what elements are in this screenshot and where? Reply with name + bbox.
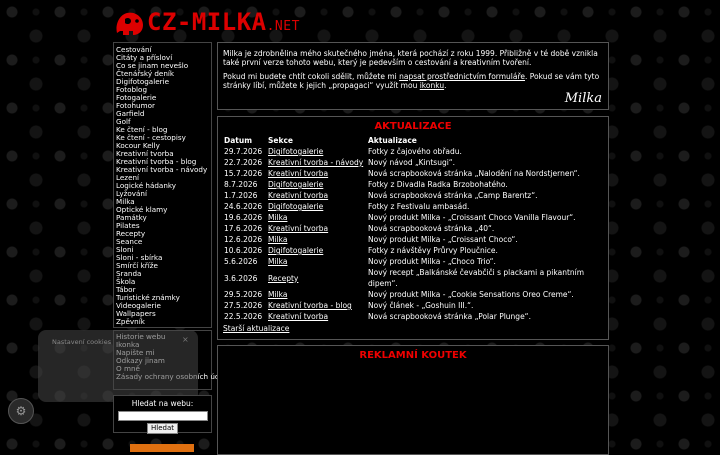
update-date: 22.5.2026 [224,312,263,321]
nav-main-link[interactable]: Čtenářský deník [116,69,175,78]
nav-main-link[interactable]: Digifotogalerie [116,77,169,86]
nav-main-link[interactable]: Lezení [116,173,140,182]
table-row [223,245,603,256]
site-logo[interactable] [113,8,313,40]
nav-main-link[interactable]: Recepty [116,229,146,238]
update-text: Nový návod „Kintsugi“. [368,158,456,167]
table-row [223,212,603,223]
nav-main-item[interactable] [116,318,209,326]
update-text: Nový produkt Milka - „Cookie Sensations Oreo Creme“. [368,290,574,299]
nav-main-link[interactable]: Kreativní tvorba - návody [116,165,208,174]
intro-text-b: . Pokud se vám tyto stránky líbí, můžete k jejich „propagaci“ využít mou [223,72,600,90]
update-section-link[interactable]: Kreativní tvorba [268,191,329,200]
update-section-cell [267,267,367,289]
update-section-link[interactable]: Milka [268,213,288,222]
update-section-cell [267,168,367,179]
nav-main-link[interactable]: Zpěvník [116,317,145,326]
update-section-cell [267,311,367,322]
nav-main-link[interactable]: Videogalerie [116,301,161,310]
update-text: Fotky z návštěvy Průrvy Ploučnice. [368,246,498,255]
intro-text-a: Pokud mi budete chtít cokoli sdělit, můžete mi [223,72,400,81]
update-date: 1.7.2026 [224,191,258,200]
update-section-cell [267,223,367,234]
table-row [223,146,603,157]
update-section-cell [267,212,367,223]
update-date: 29.5.2026 [224,290,263,299]
update-date: 27.5.2026 [224,301,263,310]
update-section-cell [267,157,367,168]
table-row [223,179,603,190]
update-section-link[interactable]: Kreativní tvorba [268,169,329,178]
update-section-cell [267,201,367,212]
update-text: Fotky z Divadla Radka Brzobohatého. [368,180,508,189]
update-section-link[interactable]: Digifotogalerie [268,180,324,189]
table-row [223,223,603,234]
updates-title: AKTUALIZACE [374,121,452,132]
update-date: 12.6.2026 [224,235,263,244]
update-text: Nový produkt Milka - „Croissant Choco“. [368,235,518,244]
nav-main-link[interactable]: Pilates [116,221,140,230]
table-row [223,190,603,201]
logo-suffix: .NET [266,19,300,34]
nav-main-link[interactable]: Citáty a přísloví [116,53,173,62]
update-section-link[interactable]: Digifotogalerie [268,246,324,255]
intro-paragraph-2 [223,72,603,90]
intro-paragraph-1: Milka je zdrobnělina mého skutečného jména, která pochází z roku 1999. Přibližně v té době vznikla také první verze tohoto webu, který je pedevším o cestování a kreativním tvoření. [223,49,598,67]
nav-main-link[interactable]: Ke čtení - blog [116,125,168,134]
update-text: Nová scrapbooková stránka „Polar Plunge“. [368,312,531,321]
update-section-link[interactable]: Milka [268,290,288,299]
update-section-link[interactable]: Milka [268,235,288,244]
search-box [113,395,212,433]
update-date: 17.6.2026 [224,224,263,233]
updates-box [217,116,609,340]
nav-main-link[interactable]: Fotogalerie [116,93,157,102]
cookie-consent-text: Nastavení cookies [52,338,112,346]
icon-link[interactable]: ikonku [419,81,445,90]
update-date: 8.7.2026 [224,180,258,189]
nav-main-link[interactable]: Kreativní tvorba - blog [116,157,197,166]
nav-main-link[interactable]: Fotoblog [116,85,148,94]
logo-text: CZ-MILKA.NET [147,8,300,36]
cookie-close-icon[interactable]: × [182,335,189,344]
main-nav-list [116,46,209,326]
update-section-link[interactable]: Kreativní tvorba [268,312,329,321]
cookie-settings-button[interactable] [8,398,34,424]
nav-main-link[interactable]: Sloni [116,245,134,254]
update-text: Nový recept „Balkánské čevabčiči s plackami a pikantním dipem“. [368,268,585,288]
nav-main-link[interactable]: Fotohumor [116,101,155,110]
update-text: Nová scrapbooková stránka „Camp Barentz“. [368,191,538,200]
nav-main-link[interactable]: Tábor [116,285,136,294]
update-text: Nový článek - „Goshuin III.“. [368,301,474,310]
updates-header-row [223,135,603,146]
nav-main-link[interactable]: Milka [116,197,135,206]
table-row [223,201,603,212]
update-section-cell [267,300,367,311]
nav-main-link[interactable]: Turistické známky [116,293,180,302]
update-text: Nový produkt Milka - „Choco Trio“. [368,257,496,266]
nav-main-link[interactable]: Sranda [116,269,142,278]
update-section-cell [267,245,367,256]
update-section-link[interactable]: Kreativní tvorba - blog [268,301,352,310]
search-button[interactable]: Hledat [147,423,178,434]
nav-main-link[interactable]: Golf [116,117,131,126]
gear-icon: ⚙ [15,404,27,418]
update-date: 15.7.2026 [224,169,263,178]
update-text: Nová scrapbooková stránka „Nalodění na Nordstjernen“. [368,169,580,178]
nav-main-link[interactable]: Cestování [116,45,152,54]
nav-main-link[interactable]: Kocour Kelly [116,141,160,150]
update-date: 29.7.2026 [224,147,263,156]
cow-logo-icon [113,9,145,39]
table-row [223,300,603,311]
nav-main-link[interactable]: Sloni - sbírka [116,253,163,262]
nav-main-link[interactable]: Garfield [116,109,145,118]
ads-title: REKLAMNÍ KOUTEK [359,350,467,361]
main-navigation [113,42,212,328]
header-date: Datum [224,136,253,145]
table-row [223,289,603,300]
signature: Milka [564,91,602,106]
update-date: 24.6.2026 [224,202,263,211]
nav-main-link[interactable]: Wallpapers [116,309,156,318]
nav-main-link[interactable]: Smírčí kříže [116,261,158,270]
update-text: Nová scrapbooková stránka „40“. [368,224,495,233]
header-section: Sekce [268,136,294,145]
table-row [223,311,603,322]
update-text: Fotky z Festivalu ambasád. [368,202,470,211]
table-row [223,168,603,179]
update-section-link[interactable]: Kreativní tvorba [268,224,329,233]
update-section-cell [267,256,367,267]
table-row [223,234,603,245]
table-row [223,256,603,267]
orange-badge[interactable] [130,444,194,452]
update-date: 19.6.2026 [224,213,263,222]
intro-box [217,42,609,110]
nav-main-link[interactable]: Ke čtení - cestopisy [116,133,186,142]
update-text: Fotky z čajového obřadu. [368,147,462,156]
header-update: Aktualizace [368,136,417,145]
update-section-cell [267,146,367,157]
update-date: 5.6.2026 [224,257,258,266]
update-date: 3.6.2026 [224,273,258,283]
update-date: 10.6.2026 [224,246,263,255]
search-label: Hledat na webu: [131,399,194,408]
update-section-cell [267,179,367,190]
intro-text-c: . [444,81,447,90]
update-section-link[interactable]: Digifotogalerie [268,147,324,156]
update-section-link[interactable]: Recepty [268,273,299,283]
search-input[interactable] [118,411,208,421]
nav-main-link[interactable]: Památky [116,213,147,222]
update-date: 22.7.2026 [224,158,263,167]
update-text: Nový produkt Milka - „Croissant Choco Vanilla Flavour“. [368,213,576,222]
nav-main-link[interactable]: Optické klamy [116,205,168,214]
update-section-cell [267,289,367,300]
nav-main-link[interactable]: Seance [116,237,143,246]
nav-main-link[interactable]: Lyžování [116,189,147,198]
ads-box [217,345,609,455]
updates-table-body [223,146,603,322]
update-section-cell [267,234,367,245]
contact-form-link[interactable]: napsat prostřednictvím formuláře [399,72,526,81]
update-section-cell [267,190,367,201]
nav-main-link[interactable]: Škola [116,277,136,286]
table-row [223,157,603,168]
older-updates-link[interactable]: Starší aktualizace [223,324,290,333]
nav-main-link[interactable]: Logické hádanky [116,181,177,190]
update-section-link[interactable]: Digifotogalerie [268,202,324,211]
nav-main-link[interactable]: Kreativní tvorba [116,149,174,158]
update-section-link[interactable]: Kreativní tvorba - návody [268,158,364,167]
nav-main-link[interactable]: Co se jinam nevešlo [116,61,189,70]
table-row [223,267,603,289]
updates-table [223,135,603,322]
update-section-link[interactable]: Milka [268,257,288,266]
